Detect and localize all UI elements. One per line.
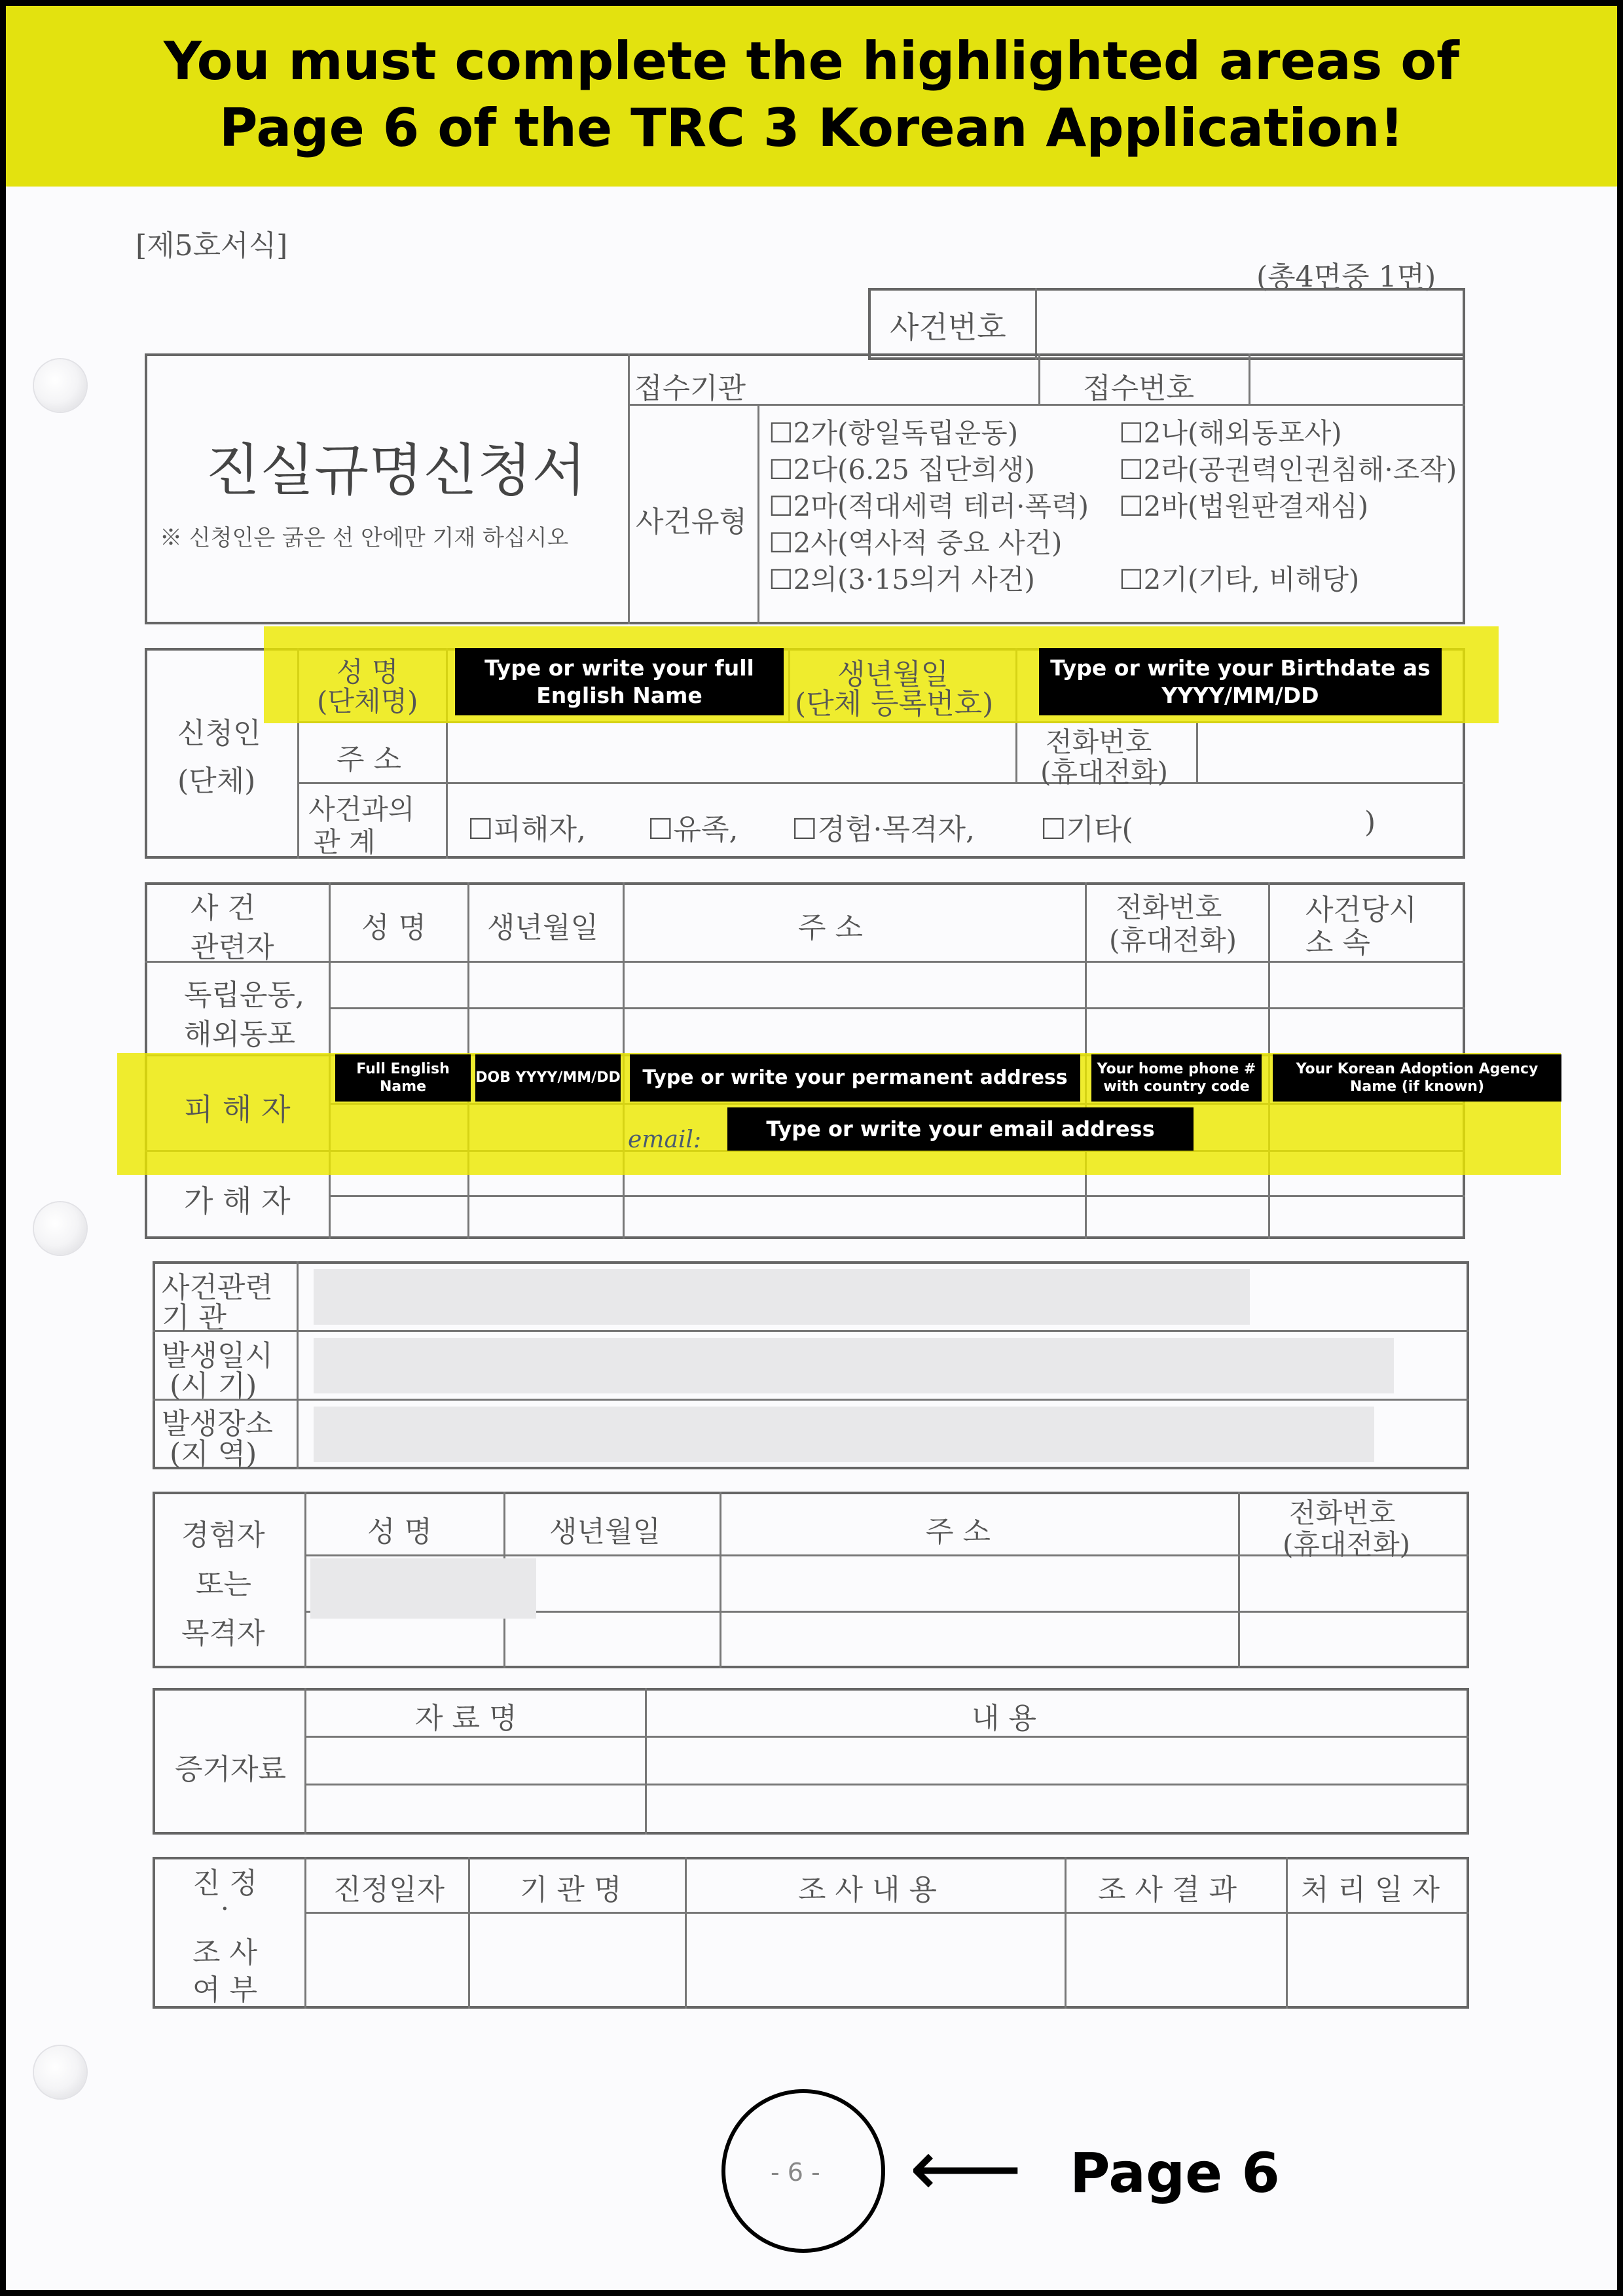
incident-agency-label-sub: 기 관 [162, 1301, 227, 1335]
receiving-agency-label: 접수기관 [634, 372, 746, 405]
handwritten-email: email: [628, 1126, 702, 1153]
petition-col-content: 조 사 내 용 [798, 1873, 937, 1907]
form-number: [제5호서식] [136, 229, 288, 262]
divider [145, 961, 1465, 963]
relation-other-option[interactable]: ☐기타( [1040, 813, 1133, 846]
case-type-option: ☐2다(6.25 집단희생) [769, 454, 1035, 486]
witness-col-phone-sub: (휴대전화) [1283, 1528, 1411, 1560]
row-perpetrator-label: 가 해 자 [184, 1183, 291, 1219]
row-independence-label: 독립운동, [184, 978, 305, 1012]
name-label: 성 명 [337, 656, 399, 688]
divider [757, 404, 759, 624]
petition-col-result: 조 사 결 과 [1098, 1873, 1237, 1907]
col-affiliation-header: 사건당시 [1305, 893, 1417, 927]
divider [468, 1857, 470, 2009]
phone-label-sub: (휴대전화) [1040, 756, 1169, 788]
agency-name-instruction[interactable]: Your Korean Adoption Agency Name (if known) [1273, 1054, 1561, 1102]
divider [329, 1195, 1465, 1197]
col-phone-header-sub: (휴대전화) [1109, 924, 1237, 956]
case-type-option: ☐2마(적대세력 테러·폭력) [769, 490, 1089, 522]
banner-line-2: Page 6 of the TRC 3 Korean Application! [219, 98, 1404, 158]
witness-label: 경험자 [181, 1518, 265, 1552]
divider [304, 1912, 1469, 1914]
instruction-banner [6, 6, 1617, 187]
col-address-header: 주 소 [798, 911, 863, 944]
page-label: Page 6 [1070, 2141, 1280, 2205]
petition-label-status: 여 부 [192, 1973, 257, 2007]
case-type-option: ☐2의(3·15의거 사건) [769, 564, 1035, 596]
address-label: 주 소 [337, 743, 401, 776]
related-label-sub: 관련자 [191, 931, 274, 964]
email-instruction[interactable]: Type or write your email address [727, 1107, 1194, 1151]
divider [304, 1688, 306, 1835]
case-number-label: 사건번호 [890, 310, 1006, 345]
divider [645, 1688, 647, 1835]
arrow-left-icon: ⟵ [909, 2123, 1023, 2214]
petition-label: 진 정 [192, 1867, 257, 1900]
form-note: ※ 신청인은 굵은 선 안에만 기재 하십시오 [160, 525, 569, 551]
divider [304, 1784, 1469, 1785]
punch-hole [34, 2046, 86, 2098]
permanent-address-instruction[interactable]: Type or write your permanent address [630, 1054, 1080, 1102]
relation-other-close: ) [1364, 806, 1376, 839]
row-victim-label: 피 해 자 [184, 1092, 291, 1127]
incident-place-label: 발생장소 [162, 1407, 274, 1441]
page-count: (총4면중 1면) [1256, 260, 1436, 294]
col-phone-header: 전화번호 [1116, 891, 1222, 924]
applicant-label: 신청인 [177, 717, 261, 750]
incident-date-label-sub: (시 기) [170, 1369, 257, 1403]
petition-label-investigation: 조 사 [192, 1936, 257, 1969]
evidence-col-content: 내 용 [972, 1702, 1036, 1735]
col-name-header: 성 명 [361, 911, 426, 944]
divider [1065, 1857, 1067, 2009]
incident-agency-label: 사건관련 [162, 1271, 274, 1304]
full-name-instruction[interactable]: Type or write your full English Name [455, 648, 784, 715]
divider [1238, 1492, 1240, 1668]
related-label: 사 건 [191, 891, 255, 925]
birth-label: 생년월일 [837, 658, 949, 691]
incident-place-label-sub: (지 역) [170, 1437, 257, 1471]
case-type-option: ☐2바(법원판결재심) [1119, 490, 1369, 522]
page-number: - 6 - [771, 2158, 820, 2187]
divider [297, 782, 1465, 784]
birth-label-sub: (단체 등록번호) [795, 687, 994, 721]
phone-label: 전화번호 [1046, 726, 1152, 758]
document-page [6, 6, 1617, 2290]
name-label-sub: (단체명) [317, 685, 418, 717]
case-type-option: ☐2라(공권력인권침해·조작) [1119, 454, 1457, 486]
relation-label: 사건과의 [308, 793, 415, 825]
divider [1286, 1857, 1288, 2009]
home-phone-instruction[interactable]: Your home phone # with country code [1091, 1054, 1262, 1102]
redacted-field [314, 1269, 1250, 1325]
divider [1038, 353, 1040, 404]
divider [304, 1857, 306, 2009]
relation-witness-option[interactable]: ☐경험·목격자, [792, 813, 975, 846]
case-type-option: ☐2기(기타, 비해당) [1119, 564, 1360, 596]
redacted-field [314, 1407, 1374, 1462]
witness-label-sub: 목격자 [181, 1617, 265, 1650]
incident-date-label: 발생일시 [162, 1339, 274, 1372]
receipt-number-label: 접수번호 [1083, 372, 1195, 405]
col-birth-header: 생년월일 [487, 911, 599, 944]
witness-col-name: 성 명 [367, 1515, 432, 1549]
witness-label-or: 또는 [196, 1568, 252, 1601]
petition-label-dot: · [221, 1894, 229, 1924]
redacted-field [314, 1338, 1394, 1393]
relation-label-sub: 관 계 [314, 826, 376, 858]
relation-victim-option[interactable]: ☐피해자, [467, 813, 586, 846]
redacted-field [310, 1558, 536, 1619]
case-type-option: ☐2사(역사적 중요 사건) [769, 527, 1063, 559]
evidence-table [153, 1688, 1469, 1835]
petition-col-agency: 기 관 명 [520, 1873, 622, 1907]
petition-col-processed: 처 리 일 자 [1301, 1873, 1440, 1907]
form-title: 진실규명신청서 [206, 438, 587, 503]
case-type-option: ☐2나(해외동포사) [1119, 417, 1342, 449]
dob-instruction[interactable]: DOB YYYY/MM/DD [475, 1054, 621, 1102]
divider [153, 1330, 1469, 1332]
case-type-label: 사건유형 [636, 505, 748, 539]
row-independence-label-sub: 해외동포 [184, 1018, 296, 1051]
case-type-option: ☐2가(항일독립운동) [769, 417, 1019, 449]
divider [1035, 288, 1037, 360]
divider [297, 1261, 299, 1469]
punch-hole [34, 359, 86, 412]
divider [1249, 353, 1250, 404]
witness-col-phone: 전화번호 [1289, 1497, 1396, 1529]
full-english-name-instruction[interactable]: Full English Name [335, 1054, 471, 1102]
evidence-col-name: 자 료 명 [415, 1702, 517, 1735]
banner-line-1: You must complete the highlighted areas of [164, 31, 1459, 92]
divider [720, 1492, 721, 1668]
divider [628, 353, 630, 624]
witness-col-birth: 생년월일 [549, 1515, 661, 1549]
witness-col-address: 주 소 [926, 1515, 991, 1549]
divider [628, 404, 1465, 406]
evidence-label: 증거자료 [175, 1753, 287, 1786]
col-affiliation-header-sub: 소 속 [1305, 926, 1370, 960]
birthdate-instruction[interactable]: Type or write your Birthdate as YYYY/MM/DD [1039, 648, 1442, 715]
divider [304, 1492, 306, 1668]
divider [1196, 721, 1198, 782]
relation-family-option[interactable]: ☐유족, [647, 813, 739, 846]
divider [153, 1399, 1469, 1401]
applicant-label-sub: (단체) [177, 764, 256, 798]
divider [685, 1857, 687, 2009]
divider [329, 1007, 1465, 1009]
petition-col-date: 진정일자 [333, 1873, 445, 1907]
punch-hole [34, 1202, 86, 1255]
